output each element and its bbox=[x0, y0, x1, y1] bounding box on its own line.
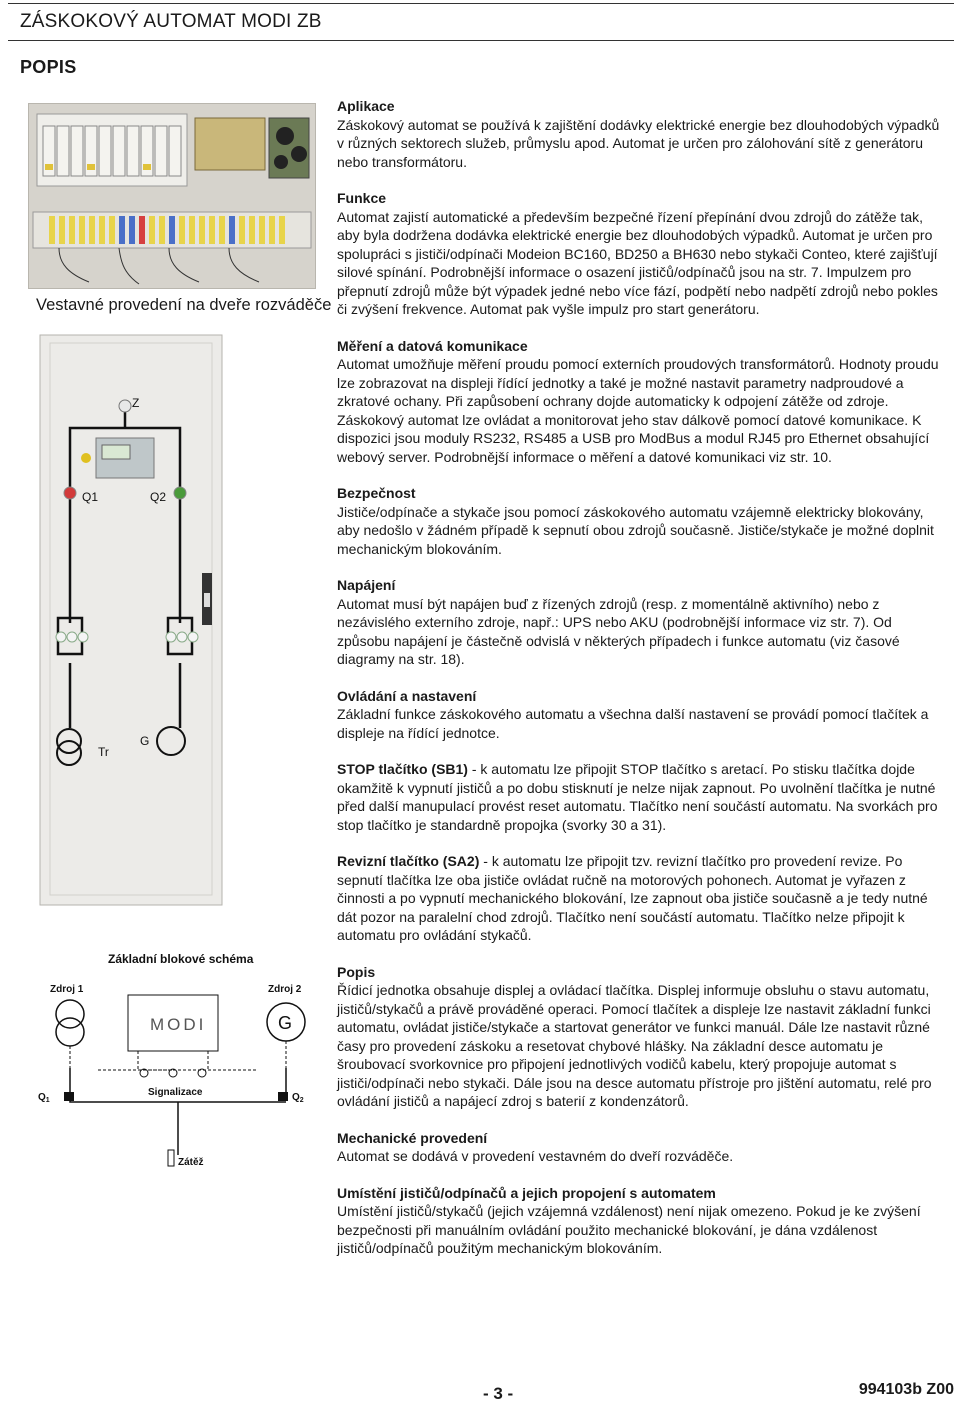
section-body: Automat umožňuje měření proudu pomocí externích proudových transformátorů. Hodnoty proudu lze zobrazovat na displeji řídící jednotky a také je možné nastavit parametry nadproudové a zkratové ochany. Při zapůsobení ochrany dojde automaticky k odpojení zátěže od zdroje. Záskokový automat lze ovládat a monitorovat jeho stav dálkově pomocí datové komunikace. K dispozici jsou moduly RS232, RS485 a USB pro ModBus a modul RJ45 pro Ethernet obsahující webový server. Podrobnější informace o měření a datové komunikaci viz str. 10. bbox=[337, 356, 939, 465]
source2-label: Zdroj 2 bbox=[268, 984, 302, 995]
section-body: Automat musí být napájen buď z řízených zdrojů (resp. z momentálně aktivního) nebo z nezávislého externího zdroje, např.: UPS nebo AKU (podrobnější informace viz str. 7). Od způsobu napájení je částečně odvislá v některých případech i funkce automatu (viz časové diagramy na str. 18). bbox=[337, 595, 900, 667]
section-mechanicke-provedeni bbox=[337, 1129, 942, 1166]
document-title: ZÁSKOKOVÝ AUTOMAT MODI ZB bbox=[20, 11, 322, 32]
section-body: Automat zajistí automatické a především bezpečné řízení přepínání dvou zdrojů do zátěže tak, aby byla dodržena dodávka elektrické energie bez dlouhodobých výpadků. Automat je určen pro spolupráci s jističi/odpínači Modeion BC160, BD250 a BH630 nebo stykači Conteo, které zajišťují silové spínání. Podrobnější informace o osazení jističů/odpínačů jsou na str. 7. Impulzem pro přepnutí zdrojů může být výpadek jedné nebo více fází, podpětí nebo nadpětí zdrojů nebo pokles či zvýšení frekvence. Automat pak vyšle impulz pro start generátoru. bbox=[337, 208, 938, 317]
modi-label: MODI bbox=[150, 1015, 207, 1034]
source1-label: Zdroj 1 bbox=[50, 984, 84, 995]
section-heading: Napájení bbox=[337, 577, 396, 593]
section-body: Umístění jističů/stykačů (jejich vzájemná vzdálenost) není nijak omezeno. Pokud je ke zvýšení bezpečnosti při manuálním ovládání použito mechanické blokování, je dána vzdálenost jističů/odpínačů použitým mechanickým blokováním. bbox=[337, 1203, 921, 1256]
photo-caption: Vestavné provedení na dveře rozváděče bbox=[36, 296, 332, 314]
section-body: Jističe/odpínače a stykače jsou pomocí záskokového automatu vzájemně elektricky blokovány, aby nedošlo v žádném případě k sepnutí obou zdrojů současně. Jističe/stykače je možné doplnit mechanickým blokováním. bbox=[337, 503, 934, 557]
cabinet-label-tr: Tr bbox=[98, 745, 109, 759]
section-ovladani bbox=[337, 687, 942, 743]
section-heading: Ovládání a nastavení bbox=[337, 687, 477, 704]
block-diagram-title: Základní blokové schéma bbox=[108, 952, 254, 966]
svg-text:Q1 bbox=[38, 1092, 50, 1104]
section-text: - k automatu lze připojit STOP tlačítko s aretací. Po stisku tlačítka dojde okamžitě k vypnutí jističů a po dobu stisknutí je nelze nijak zapnout. Po uvolnění tlačítka je nutné před další manupulací provést reset automatu. Tlačítko není součástí automatu. Na svorkách pro stop tlačítko je standardně propojka (svorky 30 a 31). bbox=[337, 761, 938, 833]
page-header bbox=[8, 3, 954, 41]
section-body bbox=[337, 852, 942, 945]
generator-symbol: G bbox=[278, 1013, 293, 1033]
svg-text:Q2 bbox=[292, 1092, 304, 1104]
section-text: - k automatu lze připojit tzv. revizní tlačítko pro provedení revize. Po sepnutí tlačítka lze oba jističe ovládat ručně na motorových pohonech. Automat je vyřazen z činnosti a po vypnutí mechanického blokování, lze zapnout oba jističe současně a je tedy nutné dát pozor na paralelní chod zdrojů. Tlačítko není součástí automatu. Tlačítko nelze připojit k automatu pro ovládání stykačů. bbox=[337, 853, 928, 943]
section-umisteni bbox=[337, 1184, 942, 1258]
section-popis bbox=[337, 963, 942, 1111]
page-number: - 3 - bbox=[483, 1384, 514, 1403]
block-diagram bbox=[28, 950, 314, 1180]
section-aplikace bbox=[337, 97, 942, 171]
section-body: Záskokový automat se používá k zajištění dodávky elektrické energie bez dlouhodobých výpadků v různých sektorech služeb, průmyslu apod. Automat je určen pro zálohování sítě z generátoru nebo transformátoru. bbox=[337, 116, 940, 170]
section-heading: Umístění jističů/odpínačů a jejich propojení s automatem bbox=[337, 1184, 716, 1201]
section-lead: Revizní tlačítko (SA2) bbox=[337, 853, 480, 869]
cabinet-label-q2: Q2 bbox=[150, 490, 167, 504]
document-code: 994103b Z00 bbox=[858, 1381, 954, 1398]
section-heading: Popis bbox=[337, 963, 376, 980]
section-stop-tlacitko bbox=[337, 760, 942, 834]
cabinet-label-z: Z bbox=[132, 396, 140, 410]
section-heading: Měření a datová komunikace bbox=[337, 337, 528, 354]
section-body bbox=[337, 760, 942, 834]
section-heading: Bezpečnost bbox=[337, 485, 416, 501]
section-bezpecnost bbox=[337, 484, 942, 558]
section-body: Automat se dodává v provedení vestavném do dveří rozváděče. bbox=[337, 1148, 734, 1164]
q1-label: Q bbox=[38, 1092, 46, 1103]
zatez-label: Zátěž bbox=[178, 1157, 204, 1168]
q2-label: Q bbox=[292, 1092, 300, 1103]
cabinet-illustration bbox=[36, 333, 226, 908]
cabinet-label-q1: Q1 bbox=[82, 490, 99, 504]
section-body: Základní funkce záskokového automatu a všechna další nastavení se provádí pomocí tlačítek a displeje na řídící jednotce. bbox=[337, 706, 929, 741]
product-photo bbox=[28, 103, 316, 289]
section-heading: Mechanické provedení bbox=[337, 1129, 488, 1146]
cabinet-label-g: G bbox=[140, 734, 150, 748]
section-revizni-tlacitko bbox=[337, 852, 942, 945]
q2-subscript: 2 bbox=[299, 1097, 304, 1104]
description-column bbox=[337, 97, 942, 1276]
section-lead: STOP tlačítko (SB1) bbox=[337, 761, 468, 777]
section-body: Řídicí jednotka obsahuje displej a ovládací tlačítka. Displej informuje obsluhu o stavu automatu, jističů/stykačů a právě prováděné operaci. Pomocí tlačítek a displeje lze nastavit základní funkci automatu, ovládat jističe/stykače a startovat generátor ve funkci manuál. Dále lze nastavit různé časy pro provedení záskoku a resetovat chybové hlášky. Na základní desce automatu je šroubovací svorkovnice pro připojení jednotlivých vodičů kabelu, který propojuje automat s jističi/odpínači nebo stykači. Dále jsou na desce automatu přístroje pro jištění automatu, relé pro ovládání jističů a napájecí zdroj s baterií z kondenzátorů. bbox=[337, 982, 932, 1109]
section-heading: Aplikace bbox=[337, 98, 395, 114]
section-mereni bbox=[337, 337, 942, 467]
section-napajeni bbox=[337, 576, 942, 669]
q1-subscript: 1 bbox=[45, 1097, 50, 1104]
signalizace-label: Signalizace bbox=[148, 1087, 203, 1098]
section-heading: Funkce bbox=[337, 190, 387, 206]
section-title: POPIS bbox=[20, 57, 77, 77]
section-funkce bbox=[337, 189, 942, 319]
